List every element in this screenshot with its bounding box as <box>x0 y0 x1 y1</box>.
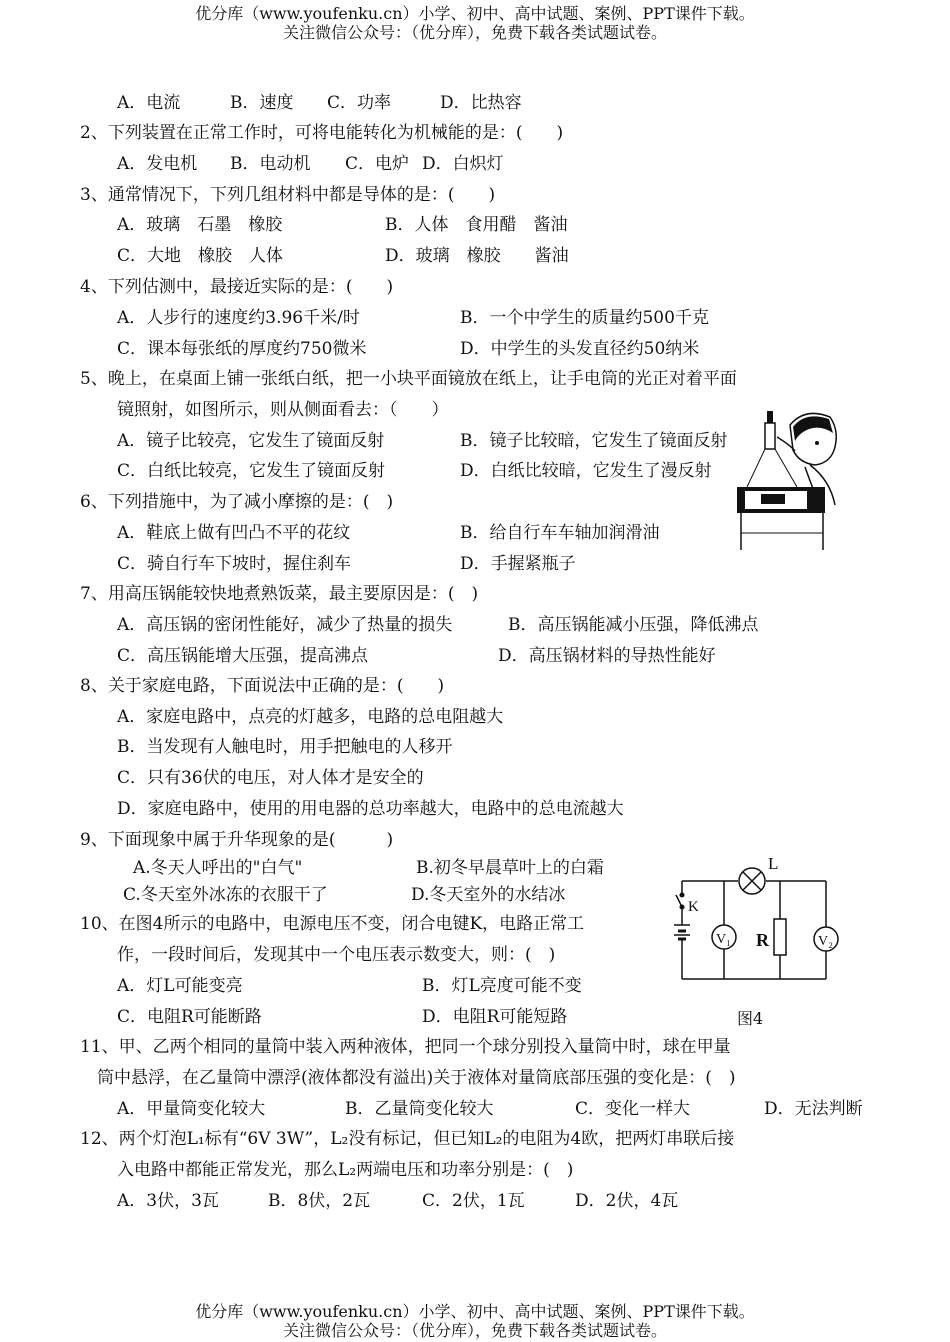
q10-option-b: B．灯L亮度可能不变 <box>422 976 582 996</box>
q1-option-d: D．比热容 <box>440 93 522 113</box>
q12-stem-line-2: 入电路中都能正常发光，那么L₂两端电压和功率分别是：( ) <box>117 1160 574 1180</box>
key-label: K <box>688 899 699 915</box>
mirror <box>761 494 785 504</box>
q5-stem-line-2: 镜照射，如图所示，则从侧面看去：（ ） <box>117 400 449 420</box>
page-header-line-2: 关注微信公众号：（优分库），免费下载各类试题试卷。 <box>282 23 667 42</box>
q6-option-d: D．手握紧瓶子 <box>460 554 576 574</box>
q10-stem-line-1: 10、在图4所示的电路中，电源电压不变，闭合电键K，电路正常工 <box>80 914 585 934</box>
q2-option-a: A．发电机 <box>117 154 198 174</box>
q12-option-b: B．8伏，2瓦 <box>268 1191 371 1211</box>
q5-option-d: D．白纸比较暗，它发生了漫反射 <box>460 461 712 481</box>
figure-4-caption: 图4 <box>737 1009 764 1028</box>
q11-option-c: C．变化一样大 <box>575 1099 691 1119</box>
q7-option-d: D．高压锅材料的导热性能好 <box>498 646 716 666</box>
q9-stem: 9、下面现象中属于升华现象的是( ) <box>80 830 394 850</box>
q11-stem-line-1: 11、甲、乙两个相同的量筒中装入两种液体，把同一个球分别投入量筒中时，球在甲量 <box>80 1037 731 1057</box>
switch-k-icon <box>676 893 684 909</box>
q4-option-b: B．一个中学生的质量约500千克 <box>460 308 709 328</box>
q9-option-d: D.冬天室外的水结冰 <box>411 885 566 905</box>
q4-option-c: C．课本每张纸的厚度约750微米 <box>117 339 367 359</box>
q8-option-c: C．只有36伏的电压，对人体才是安全的 <box>117 768 424 788</box>
circuit-diagram-figure-4 <box>668 855 850 985</box>
q12-stem-line-1: 12、两个灯泡L₁标有“6V 3W”，L₂没有标记，但已知L₂的电阻为4欧，把两灯串联后接 <box>80 1129 735 1149</box>
q10-option-c: C．电阻R可能断路 <box>117 1007 262 1027</box>
q11-stem-line-2: 筒中悬浮，在乙量筒中漂浮(液体都没有溢出)关于液体对量筒底部压强的变化是：( ) <box>97 1068 736 1088</box>
q12-option-a: A．3伏，3瓦 <box>117 1191 219 1211</box>
q5-option-b: B．镜子比较暗，它发生了镜面反射 <box>460 431 728 451</box>
q8-option-a: A．家庭电路中，点亮的灯越多，电路的总电阻越大 <box>117 707 504 727</box>
flashlight-icon <box>765 423 775 449</box>
resistor-r-icon <box>774 919 786 955</box>
q1-option-c: C．功率 <box>327 93 392 113</box>
q2-option-b: B．电动机 <box>230 154 311 174</box>
page-footer-line-2: 关注微信公众号：（优分库），免费下载各类试题试卷。 <box>282 1321 667 1340</box>
flashlight-handle <box>767 411 773 423</box>
q6-option-b: B．给自行车车轴加润滑油 <box>460 523 660 543</box>
q9-option-c: C.冬天室外冰冻的衣服干了 <box>123 885 328 905</box>
q5-option-a: A．镜子比较亮，它发生了镜面反射 <box>117 431 385 451</box>
q6-option-a: A．鞋底上做有凹凸不平的花纹 <box>117 523 351 543</box>
lamp-label: L <box>768 855 779 873</box>
q10-option-a: A．灯L可能变亮 <box>117 976 243 996</box>
resistor-label: R <box>756 930 769 950</box>
q7-stem: 7、用高压锅能较快地煮熟饭菜，最主要原因是：( ) <box>80 584 479 604</box>
q3-option-d: D．玻璃 橡胶 酱油 <box>385 246 569 266</box>
q3-stem: 3、通常情况下，下列几组材料中都是导体的是：( ) <box>80 185 496 205</box>
q4-stem: 4、下列估测中，最接近实际的是：( ) <box>80 277 394 297</box>
q8-option-d: D．家庭电路中，使用的用电器的总功率越大，电路中的总电流越大 <box>117 799 624 819</box>
q12-option-d: D．2伏，4瓦 <box>575 1191 679 1211</box>
q7-option-a: A．高压锅的密闭性能好，减少了热量的损失 <box>117 615 453 635</box>
q1-option-b: B．速度 <box>230 93 294 113</box>
q9-option-b: B.初冬早晨草叶上的白霜 <box>416 858 604 878</box>
q7-option-c: C．高压锅能增大压强，提高沸点 <box>117 646 369 666</box>
q9-option-a: A.冬天人呼出的"白气" <box>133 858 303 878</box>
q3-option-b: B．人体 食用醋 酱油 <box>385 215 568 235</box>
q6-stem: 6、下列措施中，为了减小摩擦的是：( ) <box>80 492 394 512</box>
battery-icon <box>674 925 690 939</box>
q4-option-a: A．人步行的速度约3.96千米/时 <box>117 308 360 328</box>
q10-option-d: D．电阻R可能短路 <box>422 1007 568 1027</box>
q2-option-c: C．电炉 <box>345 154 410 174</box>
q11-option-b: B．乙量筒变化较大 <box>345 1099 494 1119</box>
v1-label: V₁ <box>716 932 731 947</box>
q11-option-d: D．无法判断 <box>764 1099 863 1119</box>
q10-stem-line-2: 作，一段时间后，发现其中一个电压表示数变大，则：( ) <box>117 945 556 965</box>
q2-option-d: D．白炽灯 <box>422 154 504 174</box>
q3-option-a: A．玻璃 石墨 橡胶 <box>117 215 283 235</box>
page-footer-line-1: 优分库（www.youfenku.cn）小学、初中、高中试题、案例、PPT课件下载。 <box>195 1302 755 1321</box>
q4-option-d: D．中学生的头发直径约50纳米 <box>460 339 700 359</box>
q1-option-a: A．电流 <box>117 93 181 113</box>
q8-option-b: B．当发现有人触电时，用手把触电的人移开 <box>117 737 453 757</box>
v2-label: V₂ <box>818 934 833 949</box>
flashlight-mirror-figure <box>735 405 840 555</box>
q5-option-c: C．白纸比较亮，它发生了镜面反射 <box>117 461 386 481</box>
q3-option-c: C．大地 橡胶 人体 <box>117 246 284 266</box>
q11-option-a: A．甲量筒变化较大 <box>117 1099 266 1119</box>
q2-stem: 2、下列装置在正常工作时，可将电能转化为机械能的是：( ) <box>80 123 564 143</box>
lamp-l-icon <box>739 868 765 894</box>
q5-stem-line-1: 5、晚上，在桌面上铺一张纸白纸，把一小块平面镜放在纸上，让手电筒的光正对着平面 <box>80 369 737 389</box>
q7-option-b: B．高压锅能减小压强，降低沸点 <box>508 615 759 635</box>
page-header-line-1: 优分库（www.youfenku.cn）小学、初中、高中试题、案例、PPT课件下载。 <box>195 4 755 23</box>
q12-option-c: C．2伏，1瓦 <box>422 1191 525 1211</box>
q6-option-c: C．骑自行车下坡时，握住刹车 <box>117 554 352 574</box>
q8-stem: 8、关于家庭电路，下面说法中正确的是：( ) <box>80 676 445 696</box>
